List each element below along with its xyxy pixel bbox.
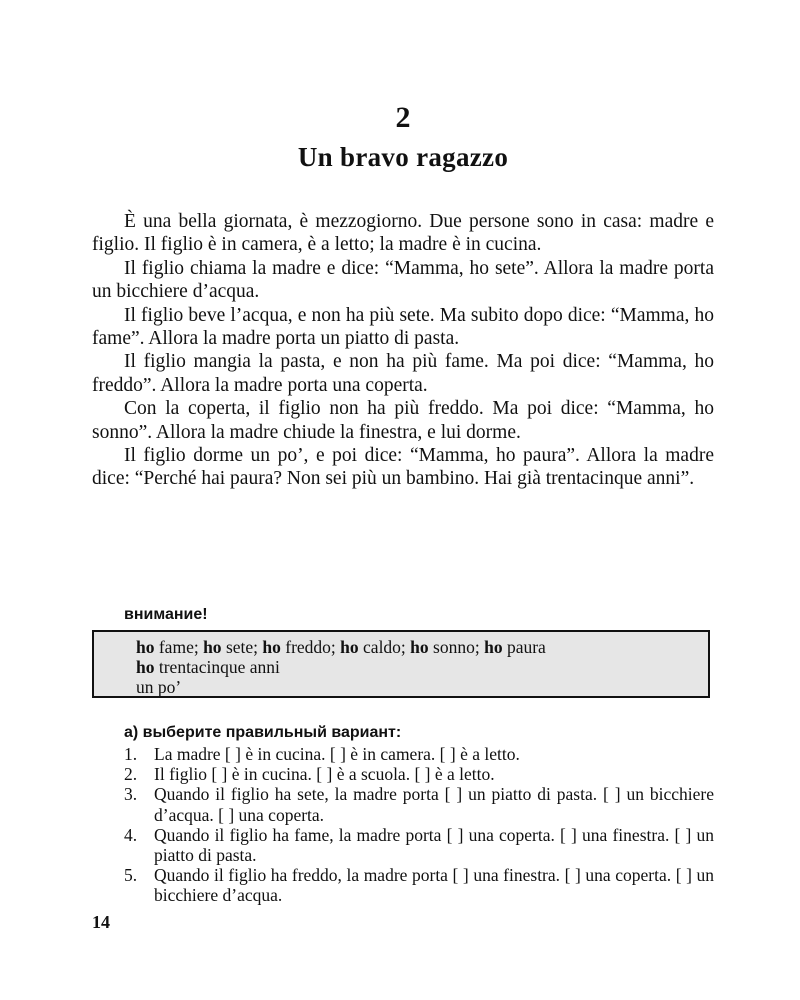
- item-text: Il figlio [ ] è in cucina. [ ] è a scuola. [ ] è a letto.: [154, 764, 495, 785]
- story-paragraph: Il figlio dorme un po’, e poi dice: “Mamma, ho paura”. Allora la madre dice: “Perché hai paura? Non sei più un bambino. Hai già trentacinque anni”.: [92, 445, 714, 490]
- expression-word: sete;: [221, 637, 259, 657]
- story-paragraph: È una bella giornata, è mezzogiorno. Due persone sono in casa: madre e figlio. Il figlio è in camera, è a letto; la madre è in cucina.: [92, 211, 714, 256]
- expression-word: caldo;: [358, 637, 406, 657]
- attention-label: внимание!: [124, 606, 208, 623]
- exercise-item: [92, 865, 714, 905]
- ho-word: ho: [410, 637, 429, 657]
- item-number: 3.: [124, 784, 138, 805]
- page-number: 14: [92, 912, 110, 932]
- attention-line-3: un po’: [136, 677, 182, 697]
- exercise-item: [92, 784, 714, 824]
- expression-word: freddo;: [280, 637, 336, 657]
- attention-line-1: [136, 637, 708, 657]
- item-number: 1.: [124, 744, 138, 764]
- ho-word: ho: [136, 657, 155, 677]
- expression-word: trentacinque anni: [154, 657, 280, 677]
- story-paragraph: Il figlio beve l’acqua, e non ha più sete. Ma subito dopo dice: “Mamma, ho fame”. Allora la madre porta un piatto di pasta.: [92, 304, 714, 350]
- story-paragraph: Con la coperta, il figlio non ha più freddo. Ma poi dice: “Mamma, ho sonno”. Allora la madre chiude la finestra, e lui dorme.: [92, 398, 714, 443]
- item-number: 2.: [124, 764, 138, 785]
- ho-word: ho: [340, 637, 359, 657]
- attention-box: [92, 630, 710, 698]
- expression-word: paura: [502, 637, 546, 657]
- attention-line-2: [136, 657, 708, 677]
- item-text: Quando il figlio ha freddo, la madre porta [ ] una finestra. [ ] una coperta. [ ] un bicchiere d’acqua.: [154, 865, 714, 906]
- ho-word: ho: [136, 637, 155, 657]
- exercise-item: [92, 744, 714, 764]
- exercise-title: а) выберите правильный вариант:: [124, 724, 402, 741]
- ho-word: ho: [484, 637, 503, 657]
- expression-word: fame;: [154, 637, 199, 657]
- exercise-item: [92, 764, 714, 784]
- ho-word: ho: [262, 637, 281, 657]
- story-text: [92, 210, 714, 491]
- story-paragraph: Il figlio chiama la madre e dice: “Mamma, ho sete”. Allora la madre porta un bicchiere d’acqua.: [92, 257, 714, 303]
- item-number: 4.: [124, 824, 138, 845]
- expression-word: sonno;: [428, 637, 480, 657]
- exercise-item: [92, 825, 714, 865]
- chapter-number: 2: [395, 101, 411, 134]
- exercise-list: [92, 744, 714, 906]
- ho-word: ho: [203, 637, 222, 657]
- story-paragraph: Il figlio mangia la pasta, e non ha più fame. Ma poi dice: “Mamma, ho freddo”. Allora la madre porta una coperta.: [92, 351, 714, 396]
- item-text: La madre [ ] è in cucina. [ ] è in camera. [ ] è a letto.: [154, 744, 520, 764]
- item-number: 5.: [124, 865, 138, 886]
- item-text: Quando il figlio ha sete, la madre porta [ ] un piatto di pasta. [ ] un bicchiere d’acqua. [ ] una coperta.: [154, 784, 714, 825]
- chapter-title: Un bravo ragazzo: [297, 142, 509, 172]
- item-text: Quando il figlio ha fame, la madre porta [ ] una coperta. [ ] una finestra. [ ] un piatto di pasta.: [154, 824, 714, 866]
